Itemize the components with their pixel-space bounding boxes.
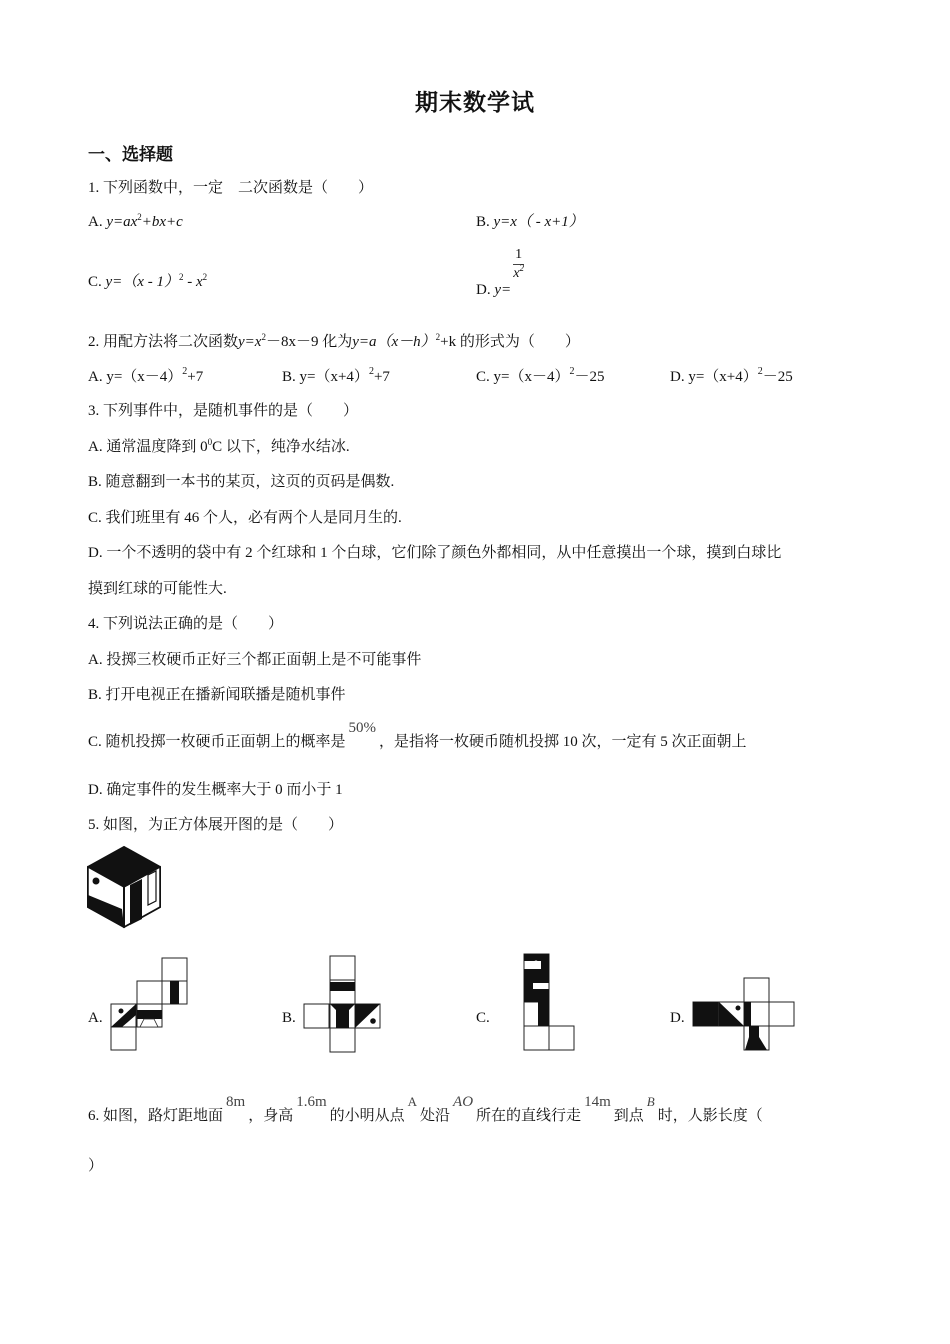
question-3-stem: 3. 下列事件中，是随机事件的是（ ） <box>88 403 359 419</box>
fraction: $\frac{1}{x^2}$ <box>513 247 524 281</box>
question-4-option-d: D. 确定事件的发生概率大于 0 而小于 1 <box>88 782 343 798</box>
question-4-option-a: A. 投掷三枚硬币正好三个都正面朝上是不可能事件 <box>88 652 422 668</box>
net-option-d <box>692 977 796 1053</box>
question-5-option-c-label: C. <box>476 1010 490 1026</box>
question-1-option-a: A. $y=ax^2+bx+c$ <box>88 212 183 230</box>
question-4-option-c: C. 随机投掷一枚硬币正面朝上的概率是50%，是指将一枚硬币随机投掷 10 次，一定有 5 次正面朝上 <box>88 720 747 750</box>
question-1-option-c: C. $y=(x - 1)^2 - x^2$ <box>88 272 208 290</box>
section-heading: 一、选择题 <box>88 145 173 165</box>
question-5-stem: 5. 如图，为正方体展开图的是（ ） <box>88 817 344 833</box>
cube-figure <box>86 845 162 929</box>
question-1-option-b: B. y=x（ - x+1） <box>476 214 584 230</box>
question-6-stem: 6. 如图，路灯距地面8m，身高1.6m的小明从点A处沿AO所在的直线行走14m到点B时，人影长度（ <box>88 1094 763 1124</box>
question-1-option-d: D. y= $\frac{1}{x^2}$ <box>476 247 524 298</box>
question-6-close-paren: ） <box>88 1158 104 1174</box>
question-5-option-a-label: A. <box>88 1010 103 1026</box>
net-option-a <box>110 957 190 1053</box>
question-4-stem: 4. 下列说法正确的是（ ） <box>88 616 284 632</box>
question-3-option-d-line2: 摸到红球的可能性大. <box>88 581 227 597</box>
page-title: 期末数学试 <box>415 90 535 116</box>
question-1-stem: 1. 下列函数中，一定 二次函数是（ ） <box>88 180 374 196</box>
question-5-option-b-label: B. <box>282 1010 296 1026</box>
question-2-option-d: D. $y=(x+4)^2-25$ <box>670 366 793 385</box>
question-5-option-d-label: D. <box>670 1010 685 1026</box>
question-2-option-b: B. $y=(x+4)^2+7$ <box>282 366 390 385</box>
question-2-stem: 2. 用配方法将二次函数$y=x^2-8x-9$ 化为$y=a(x-h)^2+k$ 的形式为（ ） <box>88 332 580 350</box>
net-option-c <box>523 953 579 1053</box>
net-option-b <box>303 955 383 1053</box>
question-4-option-b: B. 打开电视正在播新闻联播是随机事件 <box>88 687 346 703</box>
question-3-option-c: C. 我们班里有 46 个人，必有两个人是同月生的. <box>88 510 402 526</box>
question-3-option-d-line1: D. 一个不透明的袋中有 2 个红球和 1 个白球，它们除了颜色外都相同，从中任意摸出一个球，摸到白球比 <box>88 545 782 561</box>
question-2-option-c: C. $y=(x-4)^2-25$ <box>476 366 605 385</box>
question-3-option-a: A. 通常温度降到 $0^0C$ 以下，纯净水结冰. <box>88 437 350 455</box>
question-2-option-a: A. $y=(x-4)^2+7$ <box>88 366 204 385</box>
question-3-option-b: B. 随意翻到一本书的某页，这页的页码是偶数. <box>88 474 395 490</box>
